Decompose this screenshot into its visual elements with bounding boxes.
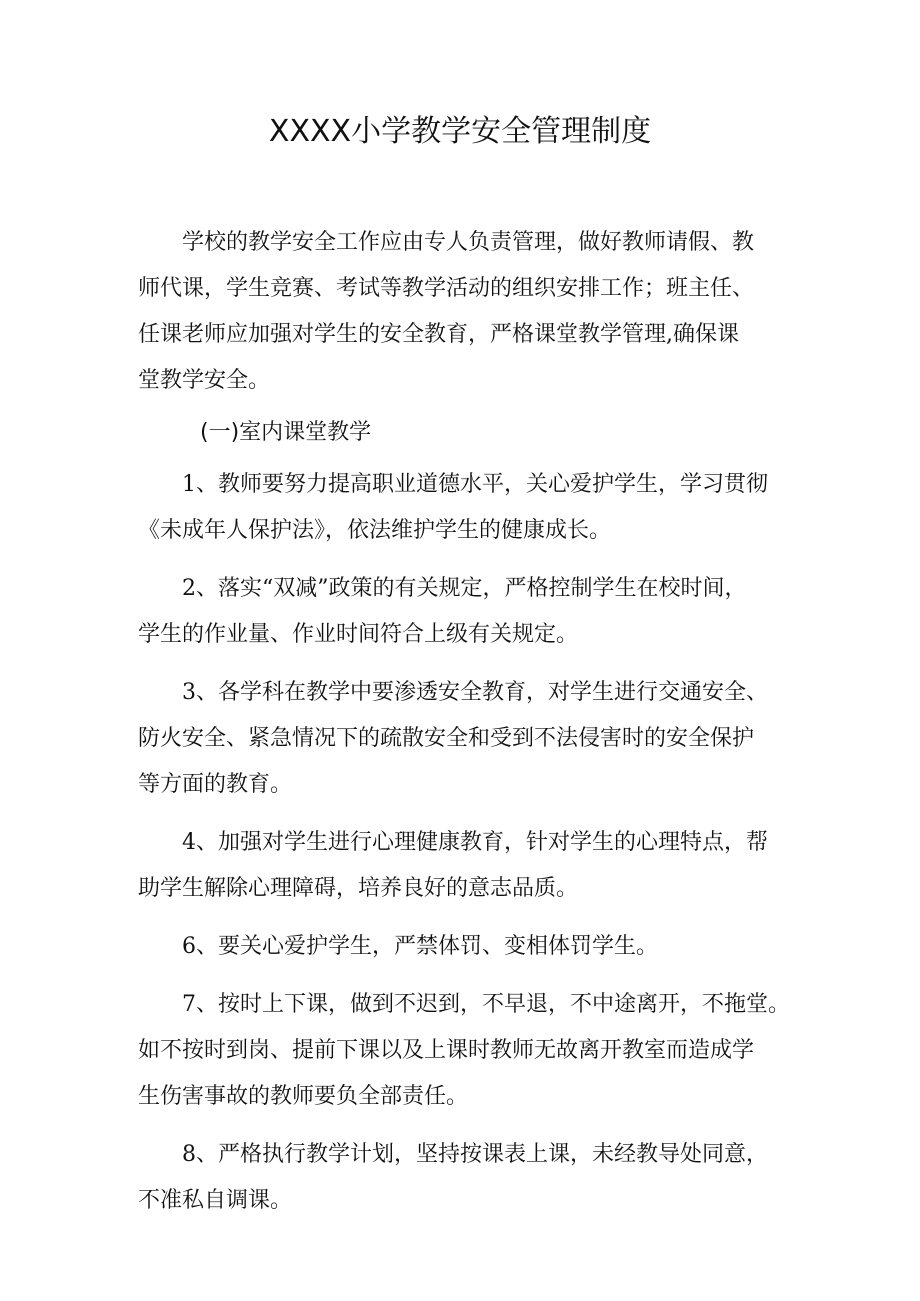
item-line: 3、各学科在教学中要渗透安全教育，对学生进行交通安全、 [182, 680, 768, 705]
item-line: 生伤害事故的教师要负全部责任。 [138, 1084, 469, 1109]
list-item [138, 924, 810, 970]
list-item [138, 566, 810, 658]
item-line: 1、教师要努力提高职业道德水平，关心爱护学生，学习贯彻 [182, 472, 768, 497]
item-line: 如不按时到岗、提前下课以及上课时教师无故离开教室而造成学 [138, 1038, 755, 1063]
item-line: 等方面的教育。 [138, 772, 293, 797]
item-line: 不准私自调课。 [138, 1188, 293, 1213]
intro-line: 任课老师应加强对学生的安全教育，严格课堂教学管理,确保课 [138, 322, 739, 347]
item-line: 4、加强对学生进行心理健康教育，针对学生的心理特点，帮 [182, 830, 768, 855]
item-line: 防火安全、紧急情况下的疏散安全和受到不法侵害时的安全保护 [138, 726, 755, 751]
intro-paragraph [138, 220, 810, 404]
item-line: 学生的作业量、作业时间符合上级有关规定。 [138, 622, 579, 647]
item-line: 7、按时上下课，做到不迟到，不早退，不中途离开，不拖堂。 [182, 992, 790, 1017]
item-line: 8、严格执行教学计划，坚持按课表上课，未经教导处同意， [182, 1142, 768, 1167]
item-list [138, 462, 810, 1224]
list-item [138, 982, 810, 1120]
intro-line: 师代课，学生竞赛、考试等教学活动的组织安排工作；班主任、 [138, 276, 755, 301]
item-line: 6、要关心爱护学生，严禁体罚、变相体罚学生。 [182, 934, 658, 959]
list-item [138, 670, 810, 808]
section-heading: (一)室内课堂教学 [200, 420, 372, 445]
intro-line: 学校的教学安全工作应由专人负责管理，做好教师请假、教 [182, 230, 755, 255]
intro-line: 堂教学安全。 [138, 368, 271, 393]
document-body [138, 220, 810, 1236]
item-line: 2、落实“双减”政策的有关规定，严格控制学生在校时间， [182, 576, 747, 601]
item-line: 助学生解除心理障碍，培养良好的意志品质。 [138, 876, 579, 901]
document-title: XXXX小学教学安全管理制度 [268, 114, 652, 149]
list-item [138, 820, 810, 912]
list-item [138, 462, 810, 554]
item-line: 《未成年人保护法》，依法维护学生的健康成长。 [138, 518, 612, 543]
list-item [138, 1132, 810, 1224]
